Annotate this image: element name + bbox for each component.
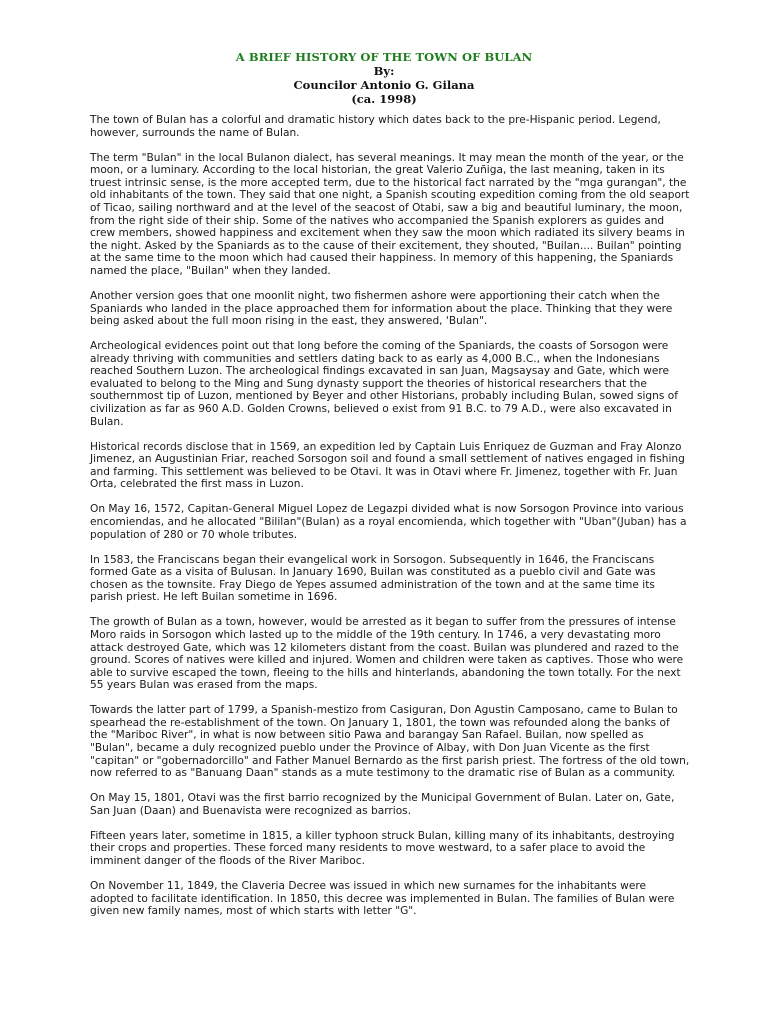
document-date: (ca. 1998) xyxy=(351,92,417,106)
paragraph: Towards the latter part of 1799, a Spanish-mestizo from Casiguran, Don Agustin Camposano, came to Bulan to spearhead the re-establishment of the town. On January 1, 1801, the town was refounded along the banks of the "Mariboc River", in what is now between sitio Pawa and barangay San Rafael. Builan, now spelled as "Bulan", became a duly recognized pueblo under the Province of Albay, with Don Juan Vicente as the first "capitan" or "gobernadorcillo" and Father Manuel Bernardo as the first parish priest. The fortress of the old town, now referred to as "Banuang Daan" stands as a mute testimony to the dramatic rise of Bulan as a community. xyxy=(90,704,690,780)
byline-label: By: xyxy=(373,64,395,78)
document-title: A BRIEF HISTORY OF THE TOWN OF BULAN xyxy=(235,50,533,64)
document-header xyxy=(0,50,768,106)
paragraph: Fifteen years later, sometime in 1815, a killer typhoon struck Bulan, killing many of its inhabitants, destroying their crops and properties. These forced many residents to move westward, to a safer place to avoid the imminent danger of the floods of the River Mariboc. xyxy=(90,829,675,867)
paragraph: Archeological evidences point out that long before the coming of the Spaniards, the coasts of Sorsogon were already thriving with communities and settlers dating back to as early as 4,000 B.C., when the Indonesians reached Southern Luzon. The archeological findings excavated in san Juan, Magsaysay and Gate, which were evaluated to belong to the Ming and Sung dynasty support the theories of historical researchers that the southernmost tip of Luzon, mentioned by Beyer and other Historians, probably including Bulan, sowed signs of civilization as far as 960 A.D. Golden Crowns, believed o exist from 91 B.C. to 79 A.D., were also excavated in Bulan. xyxy=(90,340,678,428)
paragraph: The growth of Bulan as a town, however, would be arrested as it began to suffer from the pressures of intense Moro raids in Sorsogon which lasted up to the middle of the 19th century. In 1746, a very devastating moro attack destroyed Gate, which was 12 kilometers distant from the coast. Builan was plundered and razed to the ground. Scores of natives were killed and injured. Women and children were taken as captives. Those who were able to survive escaped the town, fleeing to the hills and hinterlands, abandoning the town totally. For the next 55 years Bulan was erased from the maps. xyxy=(90,616,684,692)
paragraph: Historical records disclose that in 1569, an expedition led by Captain Luis Enriquez de Guzman and Fray Alonzo Jimenez, an Augustinian Friar, reached Sorsogon soil and found a small settlement of natives engaged in fishing and farming. This settlement was believed to be Otavi. It was in Otavi where Fr. Jimenez, together with Fr. Juan Orta, celebrated the first mass in Luzon. xyxy=(90,440,685,491)
author-name: Councilor Antonio G. Gilana xyxy=(293,78,475,92)
document-body xyxy=(90,114,690,930)
paragraph: The town of Bulan has a colorful and dramatic history which dates back to the pre-Hispanic period. Legend, however, surrounds the name of Bulan. xyxy=(90,114,661,139)
paragraph: On November 11, 1849, the Claveria Decree was issued in which new surnames for the inhabitants were adopted to facilitate identification. In 1850, this decree was implemented in Bulan. The families of Bulan were given new family names, most of which starts with letter "G". xyxy=(90,879,675,918)
paragraph: In 1583, the Franciscans began their evangelical work in Sorsogon. Subsequently in 1646, the Franciscans formed Gate as a visita of Bulusan. In January 1690, Builan was constituted as a pueblo civil and Gate was chosen as the townsite. Fray Diego de Yepes assumed administration of the town and at the same time its parish priest. He left Builan sometime in 1696. xyxy=(90,553,656,604)
paragraph: Another version goes that one moonlit night, two fishermen ashore were apportioning their catch when the Spaniards who landed in the place approached them for information about the place. Thinking that they were being asked about the full moon rising in the east, they answered, 'Bulan". xyxy=(90,289,673,328)
paragraph: On May 15, 1801, Otavi was the first barrio recognized by the Municipal Government of Bulan. Later on, Gate, San Juan (Daan) and Buenavista were recognized as barrios. xyxy=(90,792,675,817)
paragraph: On May 16, 1572, Capitan-General Miguel Lopez de Legazpi divided what is now Sorsogon Province into various encomiendas, and he allocated "Bililan"(Bulan) as a royal encomienda, which together with "Uban"(Juban) has a population of 280 or 70 whole tributes. xyxy=(90,503,687,541)
paragraph: The term "Bulan" in the local Bulanon dialect, has several meanings. It may mean the month of the year, or the moon, or a luminary. According to the local historian, the great Valerio Zuñiga, the last meaning, taken in its truest intrinsic sense, is the more accepted term, due to the historical fact narrated by the "mga gurangan", the old inhabitants of the town. They said that one night, a Spanish scouting expedition coming from the old seaport of Ticao, sailing northward and at the level of the seacost of Otabi, saw a big and beautiful luminary, the moon, from the right side of their ship. Some of the natives who accompanied the Spanish explorers as guides and crew members, showed happiness and excitement when they saw the moon which radiated its silvery beams in the night. Asked by the Spaniards as to the cause of their excitement, they shouted, "Builan.... Builan" pointing at the same time to the moon which had caused their happiness. In memory of this happening, the Spaniards named the place, "Builan" when they landed. xyxy=(90,151,690,277)
